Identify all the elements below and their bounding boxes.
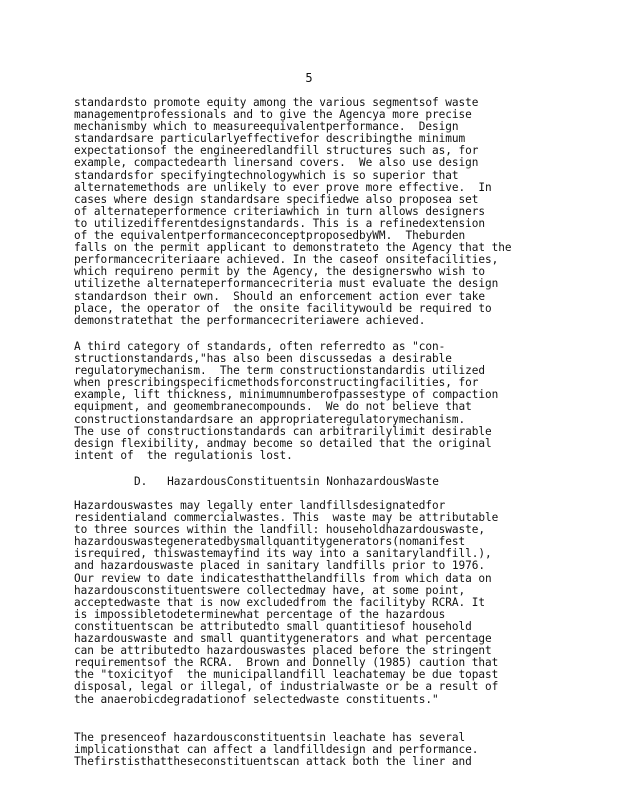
paragraph-hazardous-constituents: The presenceof hazardousconstituentsin leachate has several implicationsthat can affect a landfilldesign and performance. Thefirstisthattheseconstituentscan attack both the liner and <box>74 731 479 769</box>
paragraph-hazardous-wastes: Hazardouswastes may legally enter landfillsdesignatedfor residentialand commercialwastes. This waste may be attributable to three sources within the landfill: householdhazardouswaste, hazardouswastegeneratedbysmallquantitygenerators(nomanifest isrequired, thiswastemayfind its way into a sanitarylandfill.), and hazardouswaste placed in sanitary landfills prior to 1976. Our review to date indicatesthatthelandfills from which data on hazardousconstituentswere collectedmay have, at some point, acceptedwaste that is now excludedfrom the facilityby RCRA. It is impossibletodeterminewhat percentage of the hazardous constituentscan be attributedto small quantitiesof household hazardouswaste and small quantitygenerators and what percentage can be attributedto hazardouswastes placed before the stringent requirementsof the RCRA. Brown and Donnelly (1985) caution that the "toxicityof the municipallandfill leachatemay be due topast disposal, legal or illegal, of industrialwaste or be a result of the anaerobicdegradationof selectedwaste constituents." <box>74 499 499 706</box>
paragraph-construction-standards: A third category of standards, often referredto as "con- structionstandards,"has also been discussedas a desirable regulatorymechanism. The term constructionstandardis utilized when prescribingspecificmethodsforconstructingfacilities, for example, lift thickness, minimumnumberofpassestype of compaction equipment, and geomembranecompounds. We do not believe that constructionstandardsare an appropriateregulatorymechanism. The use of constructionstandards can arbitrarilylimit desirable design flexibility, andmay become so detailed that the original intent of the regulationis lost. <box>74 340 499 462</box>
section-heading: D. HazardousConstituentsin NonhazardousWaste <box>134 475 439 488</box>
paragraph-design-standards: standardsto promote equity among the various segmentsof waste managementprofessionals and to give the Agencya more precise mechanismby which to measureequivalentperformance. Design standardsare particularlyeffectivefor describingthe minimum expectationsof the engineeredlandfill structures such as, for example, compactedearth linersand covers. We also use design standardsfor specifyingtechnologywhich is so superior that alternatemethods are unlikely to ever prove more effective. In cases where design standardsare specifiedwe also proposea set of alternateperformence criteriawhich in turn allows designers to utilizedifferentdesignstandards. This is a refinedextension of the equivalentperformanceconceptproposedbyWM. Theburden falls on the permit applicant to demonstrateto the Agency that the performancecriteriaare achieved. In the caseof onsitefacilities, which requireno permit by the Agency, the designerswho wish to utilizethe alternateperformancecriteria must evaluate the design standardson their own. Should an enforcement action ever take place, the operator of the onsite facilitywould be required to demonstratethat the performancecriteriawere achieved. <box>74 96 512 327</box>
page-number: 5 <box>305 71 313 85</box>
